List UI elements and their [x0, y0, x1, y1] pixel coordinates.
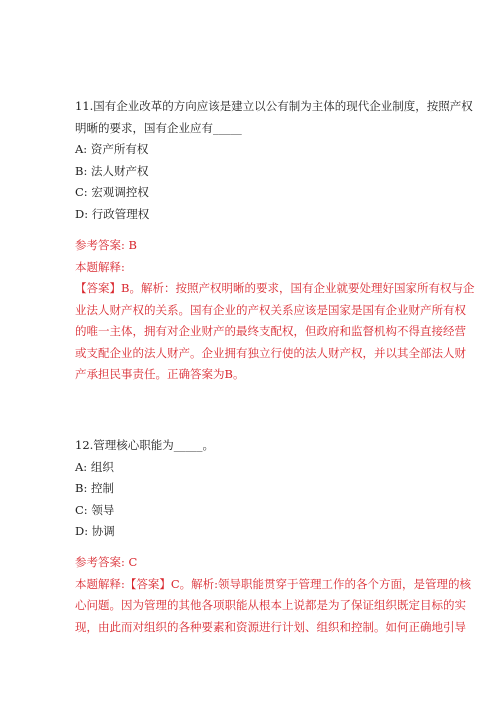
answer-11 — [75, 235, 475, 386]
option-b: B: 法人财产权 — [75, 163, 149, 178]
explanation-line: 的唯一主体，拥有对企业财产的最终支配权，但政府和监督机构不得直接经营 — [75, 324, 466, 338]
question-stem-line: 明晰的要求，国有企业应有_____ — [75, 120, 242, 135]
explanation-line: 本题解释:【答案】C。解析:领导职能贯穿于管理工作的各个方面，是管理的核 — [75, 576, 472, 591]
explanation-line: 业法人财产权的关系。国有企业的产权关系应该是国家是国有企业财产所有权 — [75, 302, 466, 317]
explanation-line: 产承担民事责任。正确答案为B。 — [75, 367, 245, 381]
question-12 — [75, 435, 435, 543]
question-stem-line: 12.管理核心职能为_____。 — [75, 438, 215, 452]
option-c: C: 宏观调控权 — [75, 185, 149, 199]
option-b: B: 控制 — [75, 481, 114, 495]
option-a: A: 资产所有权 — [75, 142, 149, 156]
reference-answer: 参考答案: B — [75, 238, 137, 252]
question-11 — [75, 96, 473, 225]
option-d: D: 行政管理权 — [75, 206, 150, 221]
reference-answer: 参考答案: C — [75, 555, 138, 569]
option-a: A: 组织 — [75, 459, 114, 474]
question-stem-line: 11.国有企业改革的方向应该是建立以公有制为主体的现代企业制度，按照产权 — [75, 99, 473, 113]
option-c: C: 领导 — [75, 502, 115, 517]
analysis-label: 本题解释: — [75, 259, 125, 274]
explanation-line: 心问题。因为管理的其他各项职能从根本上说都是为了保证组织既定目标的实 — [75, 598, 466, 612]
explanation-line: 现，由此而对组织的各种要素和资源进行计划、组织和控制。如何正确地引导 — [75, 619, 466, 634]
explanation-line: 【答案】B。解析：按照产权明晰的要求，国有企业就要处理好国家所有权与企 — [75, 281, 475, 295]
explanation-line: 或支配企业的法人财产。企业拥有独立行使的法人财产权，并以其全部法人财 — [75, 345, 466, 360]
answer-12 — [75, 552, 472, 638]
option-d: D: 协调 — [75, 524, 115, 538]
